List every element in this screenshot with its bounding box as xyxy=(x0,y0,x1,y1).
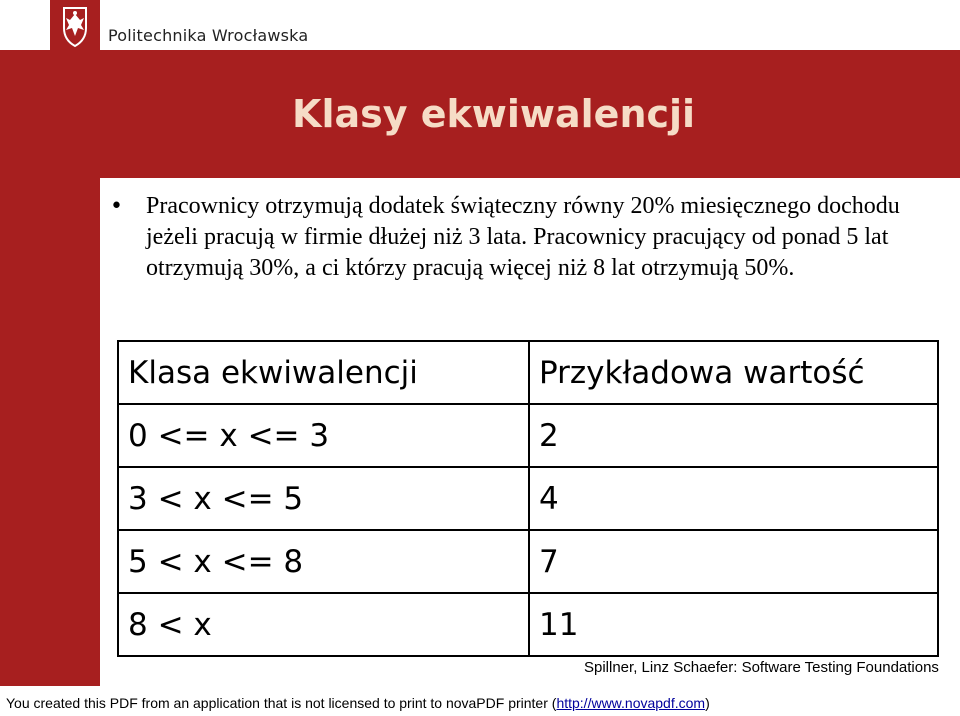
source-credit: Spillner, Linz Schaefer: Software Testing Foundations xyxy=(584,659,939,676)
table-header-row xyxy=(118,341,938,404)
bullet-text: Pracownicy otrzymują dodatek świąteczny równy 20% miesięcznego dochodu jeżeli pracują w firmie dłużej niż 3 lata. Pracownicy pracujący od ponad 5 lat otrzymują 30%, a ci którzy pracują więcej niż 8 lat otrzymują 50%. xyxy=(146,193,900,281)
table-cell: 7 xyxy=(529,530,938,593)
watermark-prefix: You created this PDF from an application that is not licensed to print to novaPDF printer ( xyxy=(6,695,557,711)
table-row xyxy=(118,467,938,530)
side-strip xyxy=(0,178,100,686)
bullet-marker: • xyxy=(110,194,123,219)
watermark-text xyxy=(6,695,710,711)
table-row xyxy=(118,404,938,467)
table-row xyxy=(118,593,938,656)
header-bar xyxy=(0,0,960,52)
table-cell: 8 < x xyxy=(118,593,529,656)
table-cell: 3 < x <= 5 xyxy=(118,467,529,530)
table-cell: 5 < x <= 8 xyxy=(118,530,529,593)
table-cell: 11 xyxy=(529,593,938,656)
table-cell: 4 xyxy=(529,467,938,530)
university-logo xyxy=(50,0,100,50)
watermark-suffix: ) xyxy=(705,695,710,711)
slide-title: Klasy ekwiwalencji xyxy=(292,92,696,136)
novapdf-link[interactable]: http://www.novapdf.com xyxy=(556,695,706,711)
table-cell: 0 <= x <= 3 xyxy=(118,404,529,467)
university-name: Politechnika Wrocławska xyxy=(108,26,309,45)
table-cell: 2 xyxy=(529,404,938,467)
eagle-crest-icon xyxy=(50,0,100,50)
table-row xyxy=(118,530,938,593)
table-header-cell: Przykładowa wartość xyxy=(529,341,938,404)
table-header-cell: Klasa ekwiwalencji xyxy=(118,341,529,404)
equivalence-table xyxy=(117,340,939,657)
